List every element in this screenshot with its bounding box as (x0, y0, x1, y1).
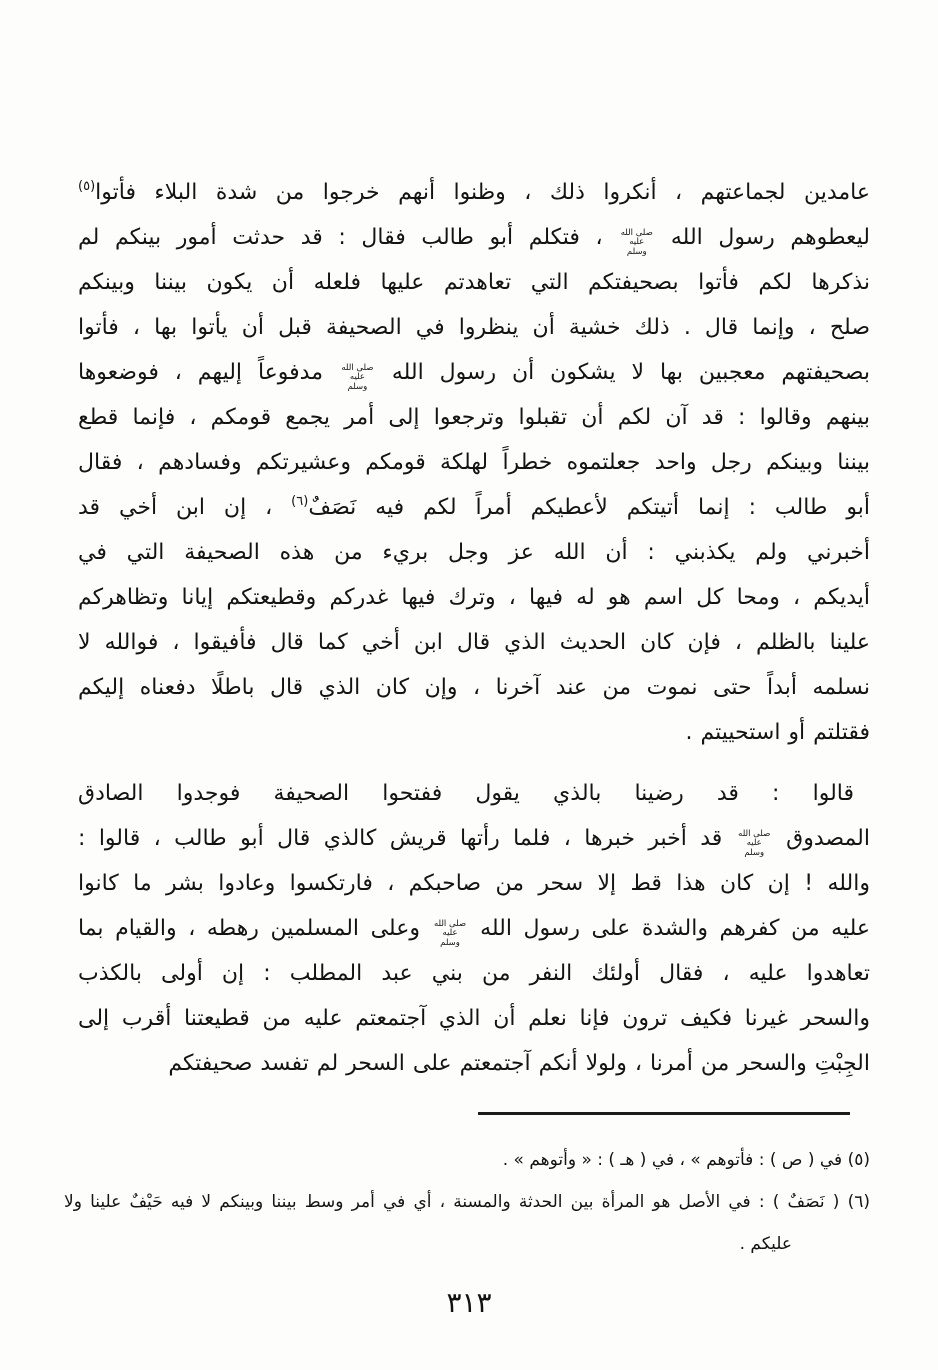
text-line (78, 485, 870, 530)
honorific-salla-icon: صلى الله عليه وسلم (738, 828, 771, 858)
text-line (78, 305, 870, 350)
text-line (78, 951, 870, 996)
page-number: ٣١٣ (446, 1286, 492, 1319)
text-line (78, 215, 870, 260)
text-run: عليكم . (739, 1234, 792, 1254)
text-run: بصحيفتهم معجبين بها لا يشكون أن رسول الله (375, 360, 871, 385)
text-line (78, 350, 870, 395)
text-line (78, 575, 870, 620)
text-run: ، فتكلم أبو طالب فقال : قد حدثت أمور بينكم لم (78, 225, 619, 250)
paragraph-2 (78, 771, 870, 1086)
text-run: قد أخبر خبرها ، فلما رأتها قريش كالذي قال أبو طالب ، قالوا : (78, 826, 736, 851)
text-run: علينا بالظلم ، فإن كان الحديث الذي قال ابن أخي كما قال فأفيقوا ، فوالله لا (78, 630, 870, 655)
text-line (78, 816, 870, 861)
text-line (78, 260, 870, 305)
footnote-line (64, 1139, 870, 1181)
text-run: والله ! إن كان هذا قط إلا سحر من صاحبكم ، فارتكسوا وعادوا بشر ما كانوا (78, 871, 870, 896)
text-run: تعاهدوا عليه ، فقال أولئك النفر من بني عبد المطلب : إن أولى بالكذب (78, 961, 870, 986)
text-line (78, 996, 870, 1041)
text-line (78, 1041, 870, 1086)
text-run: أخبرني ولم يكذبني : أن الله عز وجل بريء من هذه الصحيفة التي في (78, 540, 870, 565)
text-run: مدفوعاً إليهم ، فوضعوها (78, 360, 339, 385)
text-line (78, 440, 870, 485)
text-run: (٥) في ( ص ) : فأتوهم » ، في ( هـ ) : « وأتوهم » . (502, 1150, 870, 1170)
footnote-separator (478, 1112, 850, 1115)
footnote-marker: (٥) (78, 179, 96, 194)
text-run: عامدين لجماعتهم ، أنكروا ذلك ، وظنوا أنهم خرجوا من شدة البلاء فأتوا (95, 180, 870, 205)
honorific-salla-icon: صلى الله عليه وسلم (341, 362, 374, 392)
text-line (78, 395, 870, 440)
text-line (78, 861, 870, 906)
text-run: والسحر غيرنا فكيف ترون فإنا نعلم أن الذي آجتمعتم عليه من قطيعتنا أقرب إلى (78, 1006, 870, 1031)
text-run: ، إن ابن أخي قد (78, 495, 292, 520)
text-run: أبو طالب : إنما أتيتكم لأعطيكم أمراً لكم فيه نَصَفٌ (308, 495, 870, 520)
text-run: ليعطوهم رسول الله (655, 225, 871, 250)
honorific-salla-icon: صلى الله عليه وسلم (620, 227, 653, 257)
text-run: وعلى المسلمين رهطه ، والقيام بما (78, 916, 432, 941)
text-line (78, 620, 870, 665)
text-run: (٦) ( نَصَفٌ ) : في الأصل هو المرأة بين الحدثة والمسنة ، أي في أمر وسط بيننا وبينكم لا فيه حَيْفٌ علينا ولا (64, 1192, 870, 1212)
text-line (78, 530, 870, 575)
text-run: نسلمه أبداً حتى نموت من عند آخرنا ، وإن كان الذي قال باطلًا دفعناه إليكم (78, 675, 870, 700)
text-run: الجِبْتِ والسحر من أمرنا ، ولولا أنكم آجتمعتم على السحر لم تفسد صحيفتكم (168, 1051, 870, 1076)
footnote-marker: (٦) (291, 494, 309, 509)
honorific-salla-icon: صلى الله عليه وسلم (433, 918, 467, 948)
text-line (78, 170, 870, 215)
text-run: عليه من كفرهم والشدة على رسول الله (468, 916, 871, 941)
text-line (78, 906, 870, 951)
footnotes-section (64, 1139, 870, 1265)
text-run: فقتلتم أو استحييتم . (685, 720, 870, 745)
text-run: أيديكم ، ومحا كل اسم هو له فيها ، وترك فيها غدركم وقطيعتكم إيانا وتظاهركم (78, 585, 870, 610)
body-text (78, 170, 870, 1086)
text-line (78, 665, 870, 710)
text-line (78, 710, 870, 755)
text-run: نذكرها لكم فأتوا بصحيفتكم التي تعاهدتم عليها فلعله أن يكون بيننا وبينكم (78, 270, 870, 295)
text-run: قالوا : قد رضينا بالذي يقول ففتحوا الصحيفة فوجدوا الصادق (78, 781, 854, 806)
footnote-line (64, 1181, 870, 1223)
text-run: المصدوق (772, 826, 870, 851)
text-line (78, 771, 870, 816)
paragraph-1 (78, 170, 870, 755)
text-run: صلح ، وإنما قال . ذلك خشية أن ينظروا في الصحيفة قبل أن يأتوا بها ، فأتوا (78, 315, 870, 340)
footnote-line (64, 1223, 870, 1265)
text-run: بيننا وبينكم رجل واحد جعلتموه خطراً لهلكة قومكم وعشيرتكم وفسادهم ، فقال (78, 450, 870, 475)
text-run: بينهم وقالوا : قد آن لكم أن تقبلوا وترجعوا إلى أمر يجمع قومكم ، فإنما قطع (78, 405, 870, 430)
